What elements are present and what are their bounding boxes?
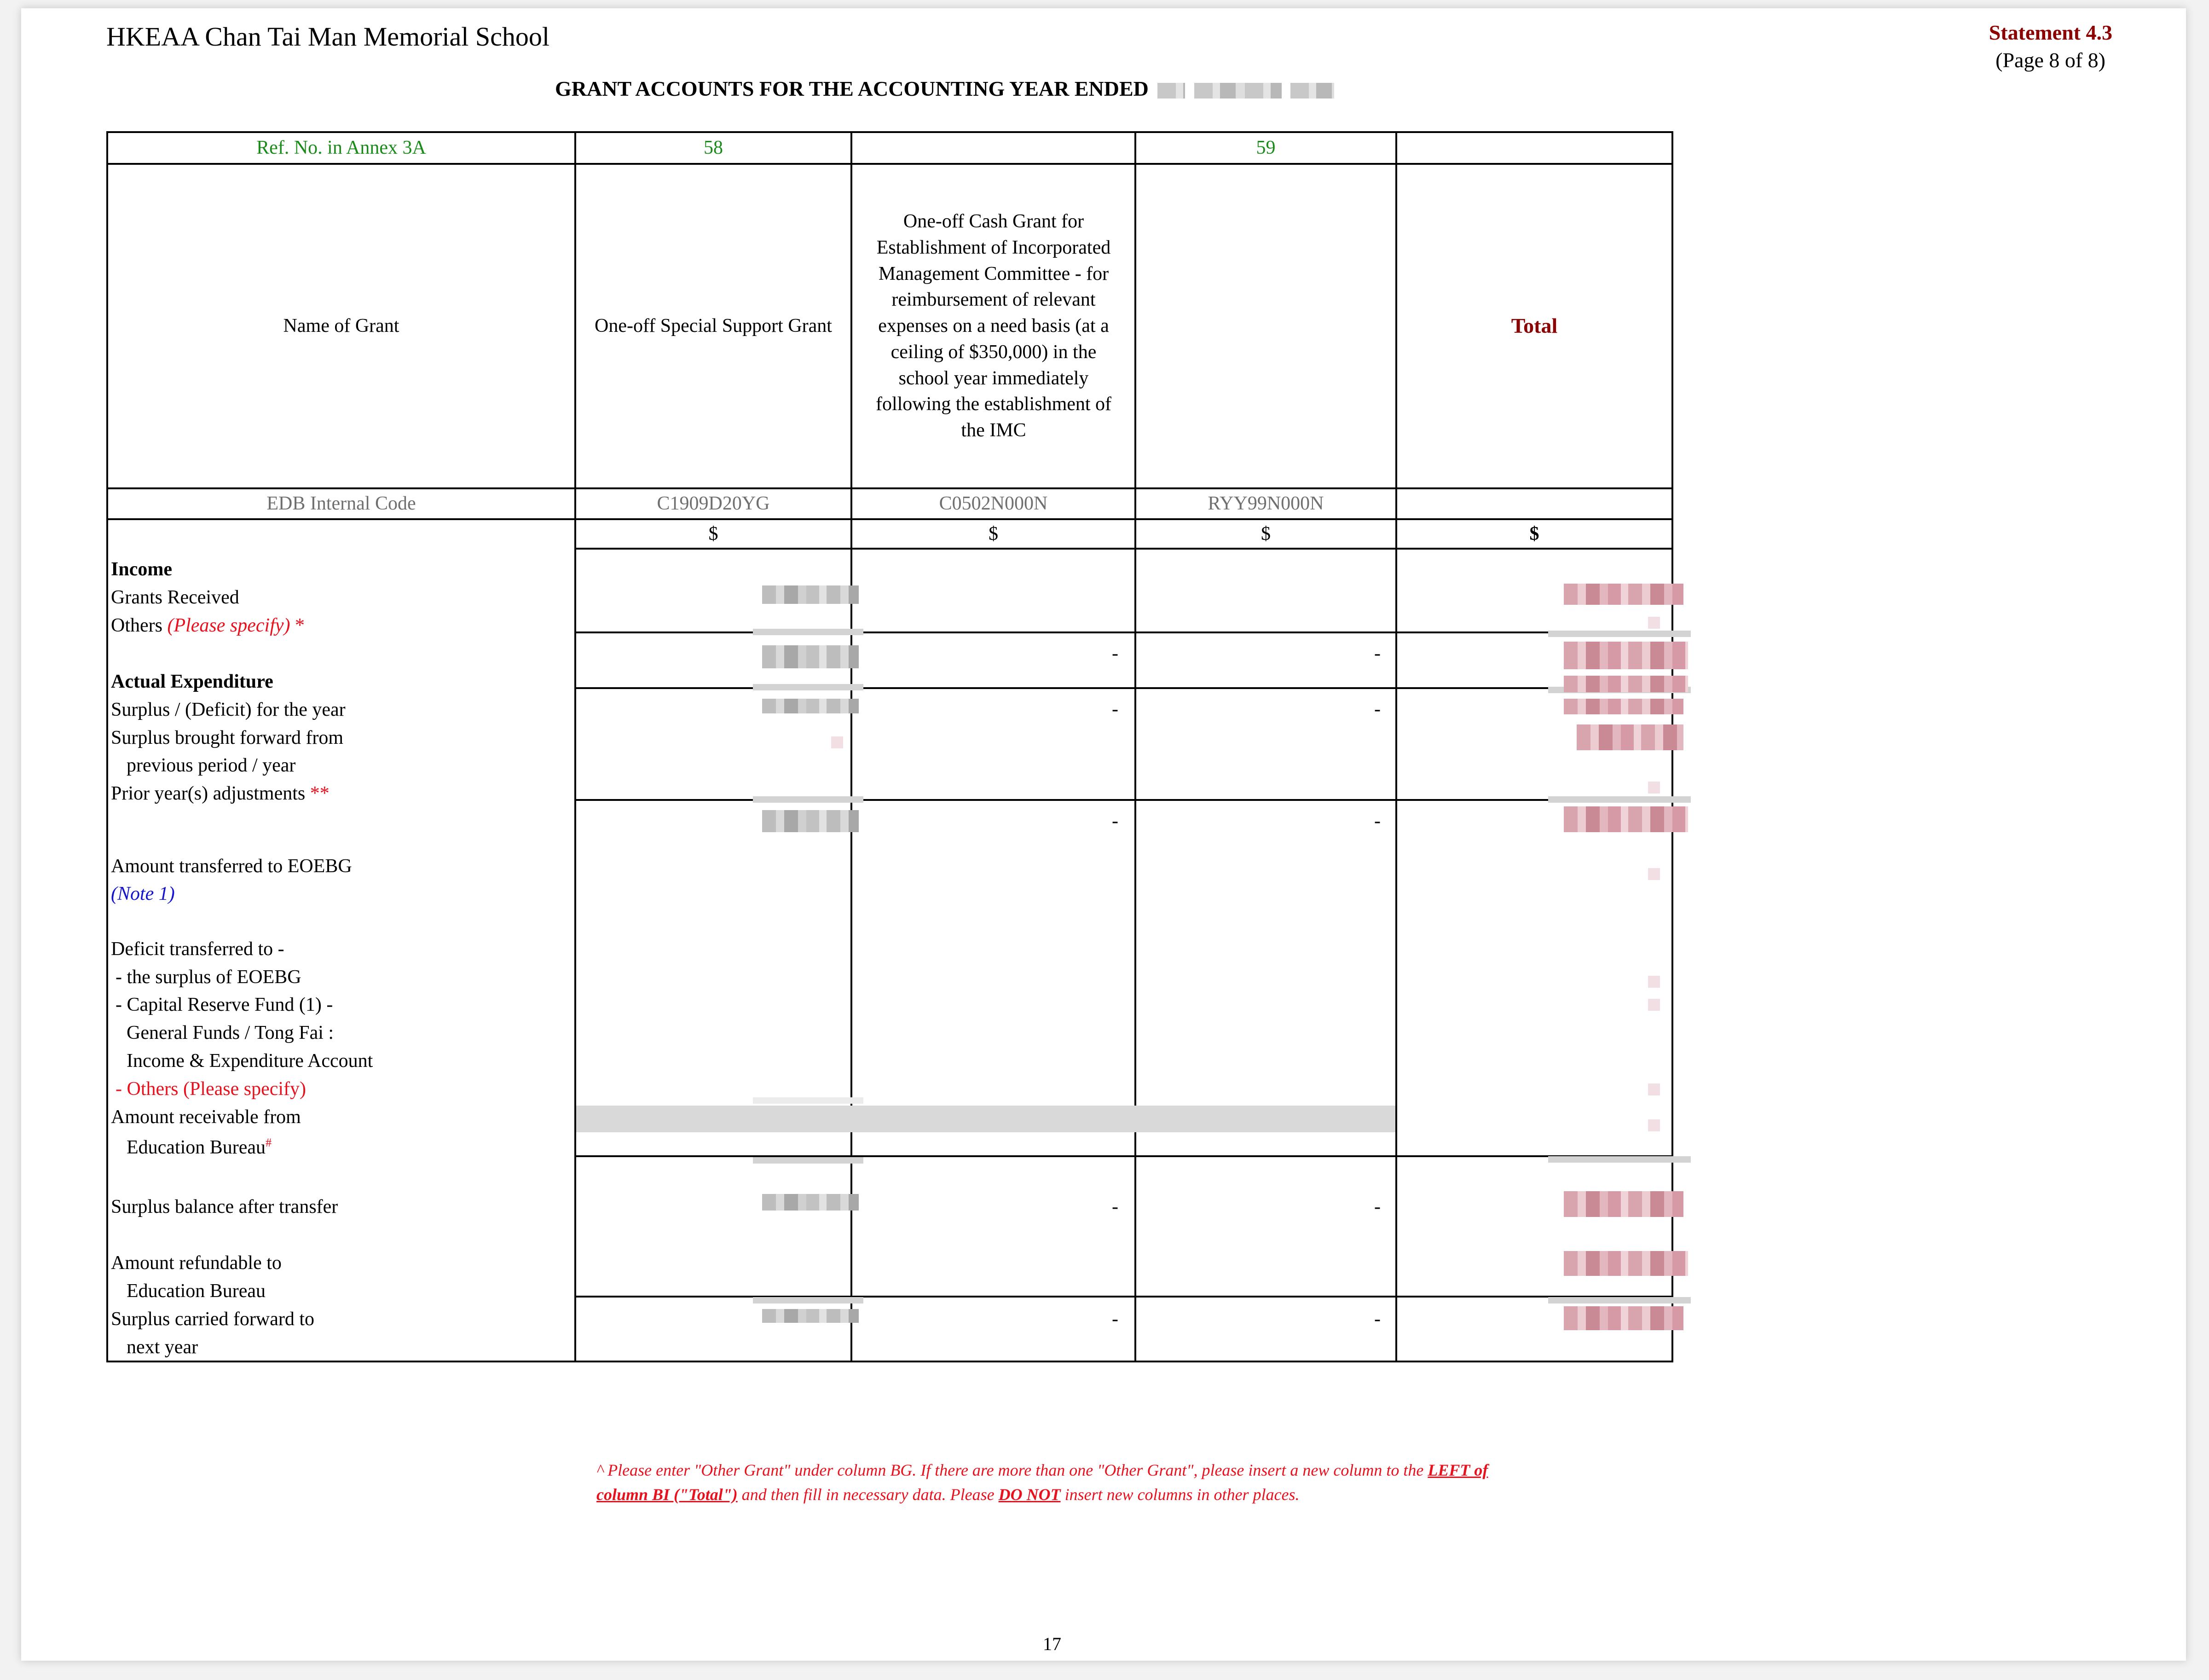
grant-name: [1136, 165, 1395, 487]
subtotal-rule: [753, 1157, 863, 1164]
table-border: [574, 1155, 1673, 1157]
ref-value: 58: [704, 137, 723, 159]
report-title-text: GRANT ACCOUNTS FOR THE ACCOUNTING YEAR ENDED: [555, 77, 1149, 100]
empty-value-dash: -: [1374, 811, 1381, 832]
page-of: (Page 8 of 8): [1995, 48, 2105, 72]
footnote-text: and then fill in necessary data. Please: [737, 1485, 999, 1504]
report-title: [555, 76, 1334, 101]
subtotal-rule: [1548, 796, 1691, 803]
redacted-total: [1564, 1306, 1683, 1330]
ref-label: Ref. No. in Annex 3A: [256, 137, 426, 159]
redacted-total: [1577, 724, 1683, 750]
others-specify-label: - Others (Please specify): [116, 1078, 306, 1100]
table-border: [574, 687, 1673, 689]
page-number: 17: [1043, 1634, 1061, 1654]
ref-value: [852, 133, 1134, 163]
redacted-amount: [831, 736, 843, 748]
redacted-total: [1564, 642, 1688, 669]
please-specify: (Please specify): [167, 615, 290, 636]
carried-forward-label-cont: next year: [127, 1337, 198, 1358]
others-label: [111, 614, 305, 637]
redacted-amount: [762, 699, 859, 713]
subtotal-rule: [753, 796, 863, 803]
receivable-label: Amount receivable from: [111, 1106, 301, 1128]
empty-value-dash: -: [1112, 811, 1118, 832]
subtotal-rule: [1548, 1297, 1691, 1303]
actual-expenditure-heading: Actual Expenditure: [111, 671, 273, 692]
subtotal-rule: [753, 1097, 863, 1104]
grant-name: One-off Special Support Grant: [595, 315, 832, 337]
surplus-bf-label: Surplus brought forward from: [111, 727, 344, 748]
empty-value-dash: -: [1112, 643, 1118, 664]
empty-value-dash: -: [1374, 1196, 1381, 1217]
redacted-total: [1564, 699, 1683, 714]
statement-number: Statement 4.3: [1989, 21, 2112, 44]
empty-value-dash: -: [1374, 1309, 1381, 1330]
prior-adjustments-text: Prior year(s) adjustments: [111, 783, 306, 804]
receivable-label-cont: [111, 1136, 272, 1159]
redacted-total: [1648, 999, 1660, 1011]
redacted-amount: [762, 1194, 859, 1211]
refundable-label: Amount refundable to: [111, 1252, 282, 1274]
subtotal-rule: [753, 1297, 863, 1303]
footnote-emphasis: DO NOT: [998, 1485, 1061, 1504]
subtotal-rule: [1548, 1156, 1691, 1163]
receivable-text: Education Bureau: [127, 1137, 266, 1158]
footnote-emphasis: LEFT of: [1428, 1461, 1488, 1479]
transfer-eoebg-label: Amount transferred to EOEBG: [111, 856, 352, 877]
redacted-total: [1564, 584, 1683, 605]
redacted-amount: [762, 645, 859, 668]
table-border: [574, 799, 1673, 801]
edb-code: RYY99N000N: [1208, 493, 1324, 515]
redacted-date-part: [1157, 83, 1185, 98]
name-of-grant-label: Name of Grant: [283, 315, 399, 337]
total-header: Total: [1511, 314, 1558, 338]
empty-value-dash: -: [1374, 699, 1381, 720]
redacted-amount: [762, 1309, 859, 1323]
surplus-eoebg-label: - the surplus of EOEBG: [116, 967, 301, 988]
school-name: HKEAA Chan Tai Man Memorial School: [106, 22, 550, 52]
edb-code-label: EDB Internal Code: [266, 493, 416, 515]
redacted-total: [1648, 976, 1660, 988]
note1-link: (Note 1): [111, 883, 175, 904]
refundable-label-cont: Education Bureau: [127, 1280, 266, 1302]
document-page: [21, 8, 2186, 1661]
footnote-line-2: [596, 1485, 1300, 1504]
grants-received-label: Grants Received: [111, 587, 239, 608]
crf-label: - Capital Reserve Fund (1) -: [116, 994, 333, 1015]
redacted-amount: [762, 585, 859, 604]
empty-value-dash: -: [1374, 643, 1381, 664]
redacted-total: [1564, 676, 1688, 692]
redacted-date-part: [1290, 83, 1334, 98]
shaded-receivable-row: [576, 1106, 1395, 1132]
currency-symbol: $: [1261, 523, 1271, 545]
asterisk: *: [295, 615, 305, 636]
general-funds-label: General Funds / Tong Fai :: [127, 1022, 334, 1043]
currency-symbol: $: [1529, 523, 1539, 545]
footnote-line-1: [596, 1460, 1488, 1480]
ie-account-label: Income & Expenditure Account: [127, 1050, 373, 1072]
surplus-bf-label-cont: previous period / year: [127, 755, 296, 776]
ref-value: 59: [1256, 137, 1276, 159]
prior-adjustments-label: [111, 782, 330, 805]
redacted-total: [1564, 1251, 1688, 1276]
currency-symbol: $: [989, 523, 998, 545]
redacted-total: [1564, 806, 1688, 832]
table-border: [106, 1361, 1673, 1362]
carried-forward-label: Surplus carried forward to: [111, 1309, 315, 1330]
footnote-text: insert new columns in other places.: [1060, 1485, 1300, 1504]
redacted-total: [1648, 868, 1660, 880]
deficit-transferred-label: Deficit transferred to -: [111, 938, 284, 960]
empty-value-dash: -: [1112, 699, 1118, 720]
footnote-text: ^ Please enter "Other Grant" under column BG. If there are more than one "Other Grant", please insert a new column to the: [596, 1461, 1428, 1479]
redacted-amount: [762, 810, 859, 832]
redacted-total: [1648, 1119, 1660, 1131]
subtotal-rule: [753, 684, 863, 690]
table-border: [850, 131, 852, 1362]
table-border: [574, 1296, 1673, 1298]
redacted-total: [1648, 1083, 1660, 1095]
empty-value-dash: -: [1112, 1196, 1118, 1217]
edb-code: C0502N000N: [939, 493, 1048, 515]
subtotal-rule: [753, 629, 863, 635]
ref-value: [1397, 133, 1671, 163]
surplus-balance-label: Surplus balance after transfer: [111, 1196, 338, 1217]
table-border: [574, 631, 1673, 633]
subtotal-rule: [1548, 631, 1691, 637]
table-border: [574, 548, 1673, 550]
surplus-deficit-label: Surplus / (Deficit) for the year: [111, 699, 346, 720]
empty-value-dash: -: [1112, 1309, 1118, 1330]
others-text: Others: [111, 615, 162, 636]
redacted-date-part: [1194, 83, 1282, 98]
hash-mark: #: [266, 1136, 272, 1149]
footnote-emphasis: column BI ("Total"): [596, 1485, 738, 1504]
edb-code: C1909D20YG: [657, 493, 770, 515]
income-heading: Income: [111, 559, 172, 580]
currency-symbol: $: [708, 523, 718, 545]
grant-name: One-off Cash Grant for Establishment of Incorporated Management Committee - for reimbursement of relevant expenses on a need basis (at a ceiling of $350,000) in the school year immediately following the establishment of the IMC: [875, 211, 1112, 441]
redacted-total: [1648, 617, 1660, 629]
double-asterisk: **: [310, 783, 330, 804]
redacted-total: [1564, 1191, 1683, 1217]
redacted-total: [1648, 782, 1660, 794]
